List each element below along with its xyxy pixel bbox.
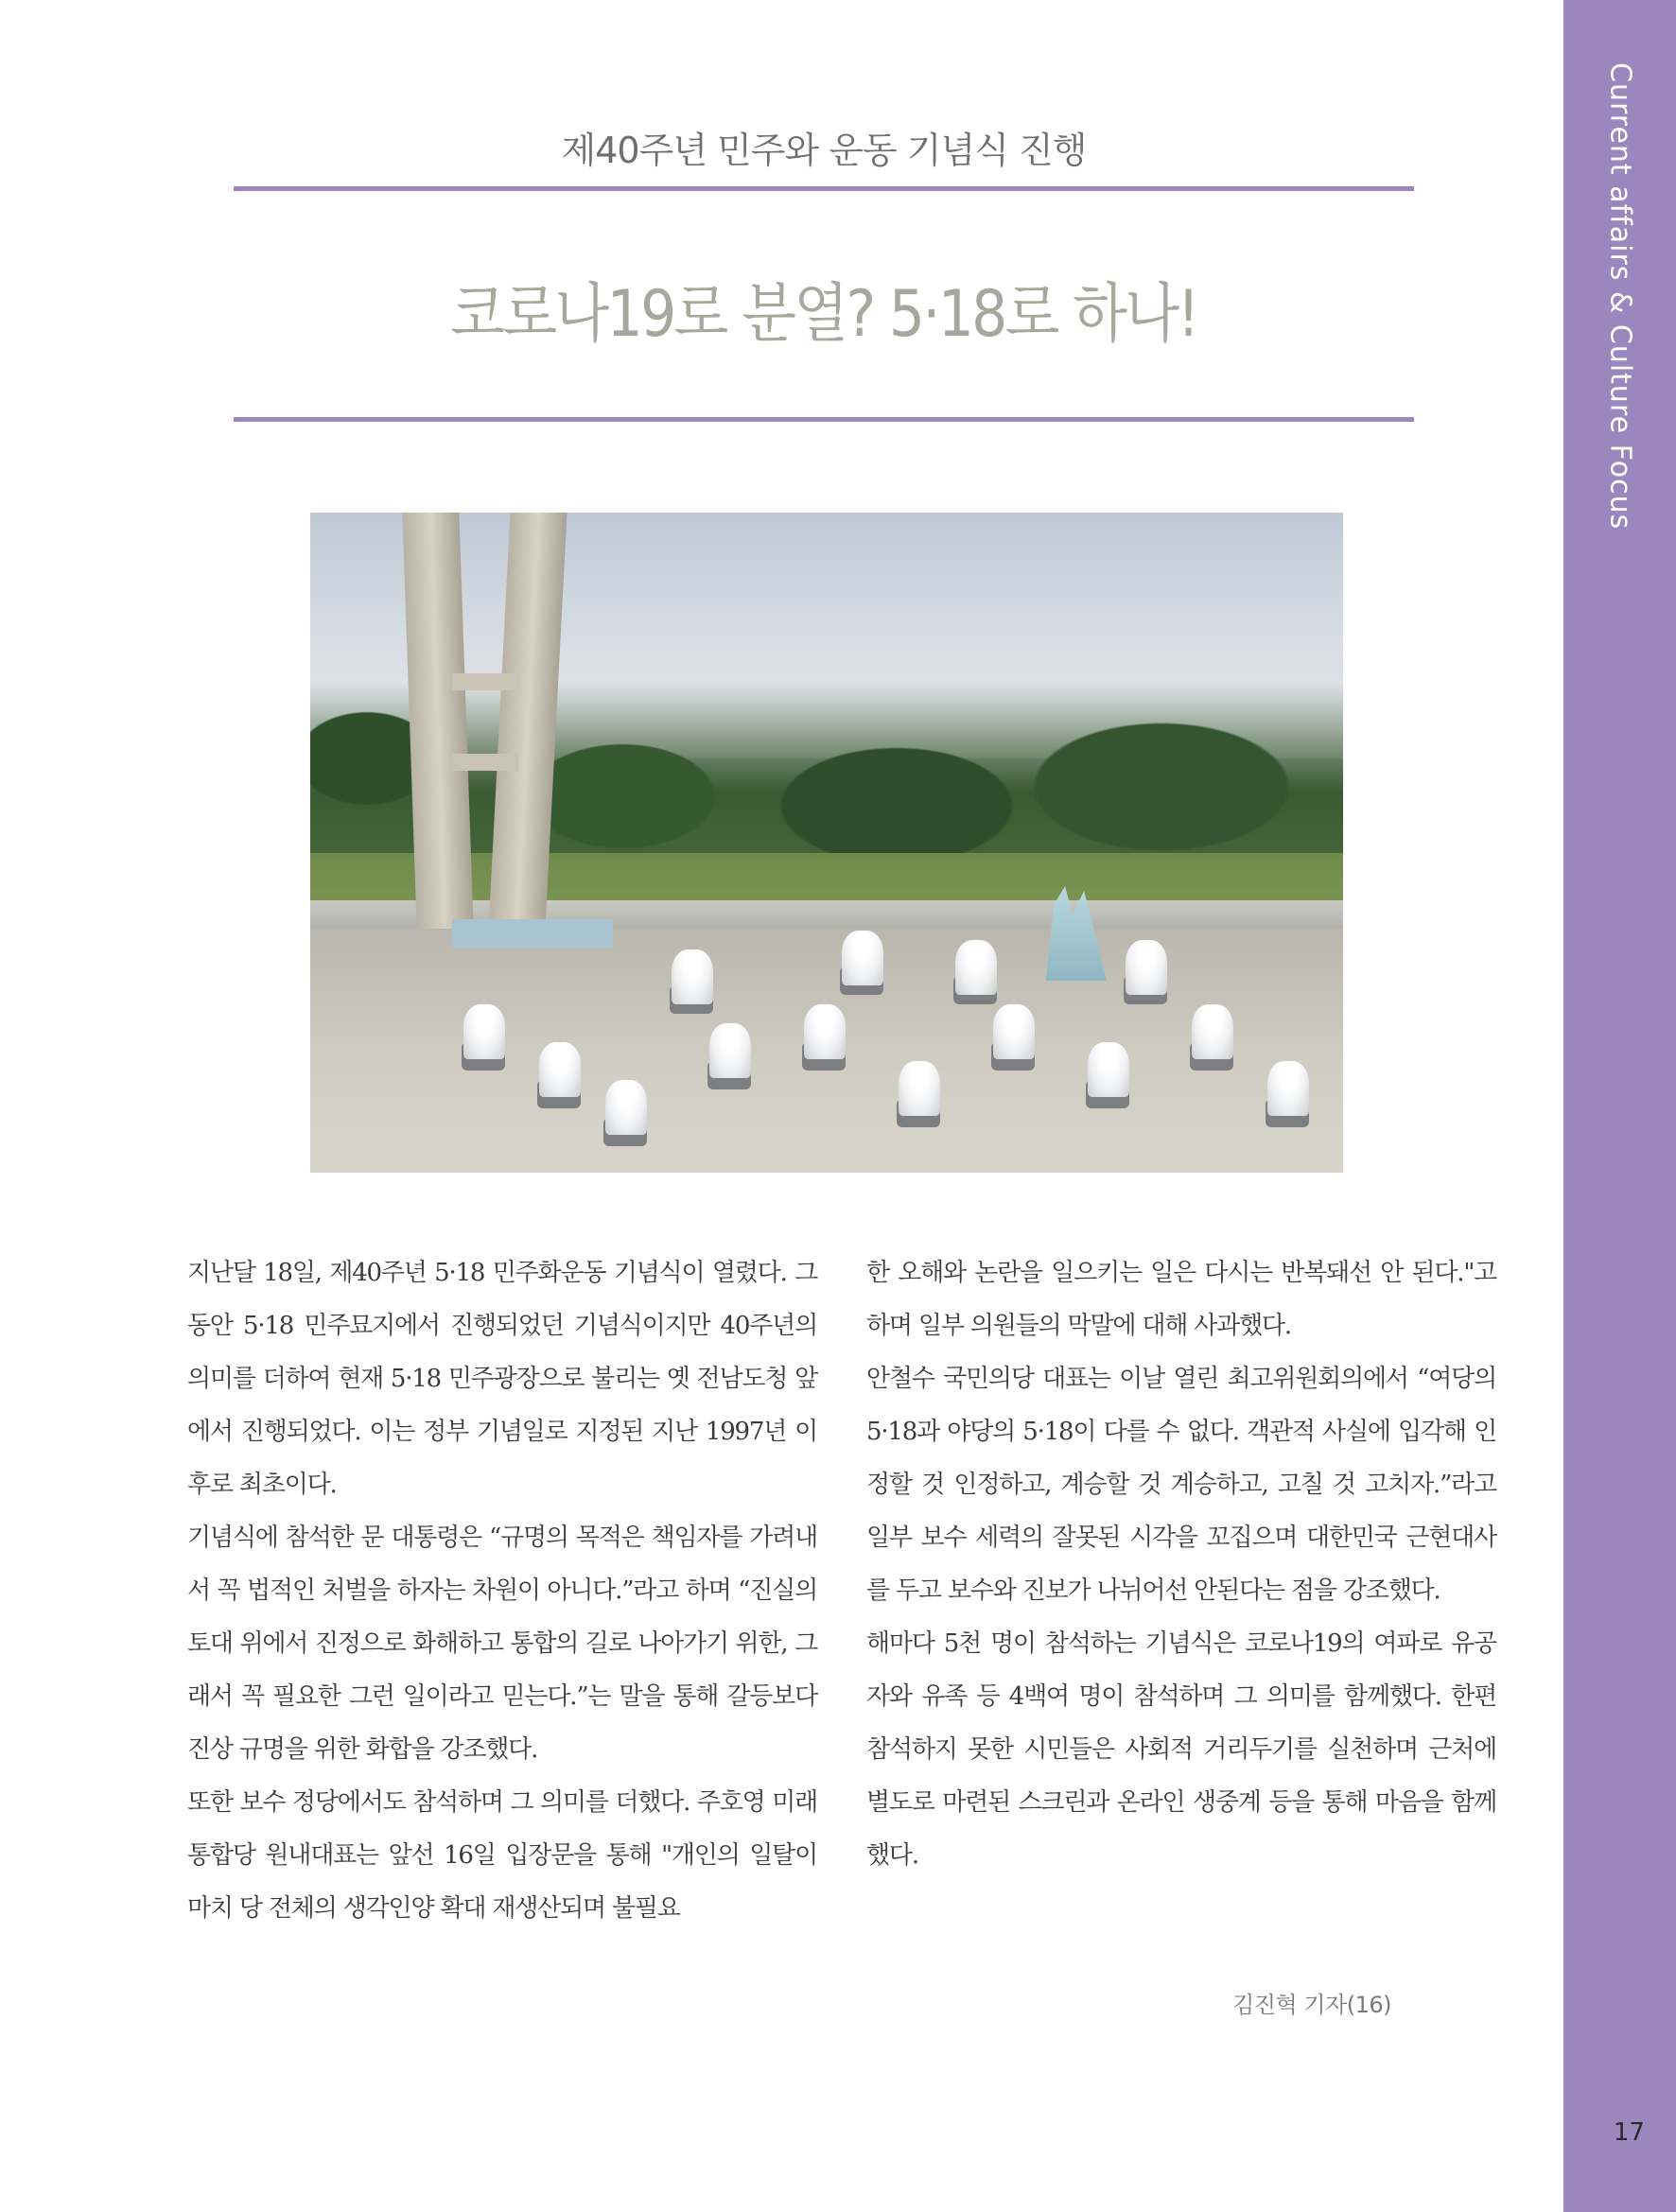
article-photo bbox=[310, 513, 1343, 1173]
article-column-left bbox=[187, 1246, 817, 1935]
paragraph: 안철수 국민의당 대표는 이날 열린 최고위원회의에서 “여당의 5·18과 야당의 5·18이 다를 수 없다. 객관적 사실에 입각해 인정할 것 인정하고, 계승할 것 계승하고, 고칠 것 고치자.”라고 일부 보수 세력의 잘못된 시각을 꼬집으며 대한민국 근현대사를 두고 보수와 진보가 나뉘어선 안된다는 점을 강조했다. bbox=[866, 1365, 1496, 1605]
article-kicker: 제40주년 민주와 운동 기념식 진행 bbox=[561, 130, 1087, 171]
attendee bbox=[955, 940, 997, 995]
attendee bbox=[709, 1023, 751, 1078]
attendee bbox=[993, 1004, 1035, 1059]
attendee bbox=[1192, 1004, 1233, 1059]
attendee bbox=[804, 1004, 846, 1059]
attendee bbox=[605, 1080, 647, 1135]
paragraph: 한 오해와 논란을 일으키는 일은 다시는 반복돼선 안 된다."고 하며 일부 의원들의 막말에 대해 사과했다. bbox=[866, 1259, 1496, 1340]
paragraph: 지난달 18일, 제40주년 5·18 민주화운동 기념식이 열렸다. 그동안 5·18 민주묘지에서 진행되었던 기념식이지만 40주년의 의미를 더하여 현재 5·18 민주광장으로 불리는 옛 전남도청 앞에서 진행되었다. 이는 정부 기념일로 지정된 지난 1997년 이후로 최초이다. bbox=[187, 1259, 817, 1499]
attendee bbox=[539, 1042, 581, 1097]
tower-beam bbox=[452, 754, 518, 771]
attendee bbox=[1267, 1061, 1309, 1116]
attendee bbox=[463, 1004, 505, 1059]
paragraph: 기념식에 참석한 문 대통령은 “규명의 목적은 책임자를 가려내서 꼭 법적인 처벌을 하자는 차원이 아니다.”라고 하며 “진실의 토대 위에서 진정으로 화해하고 통합의 길로 나아가기 위한, 그래서 꼭 필요한 그런 일이라고 믿는다.”는 말을 통해 갈등보다 진상 규명을 위한 화합을 강조했다. bbox=[187, 1524, 817, 1764]
top-divider bbox=[234, 186, 1414, 191]
section-label: Current affairs & Culture Focus bbox=[1603, 62, 1637, 531]
attendee bbox=[672, 949, 713, 1004]
article-column-right bbox=[866, 1246, 1496, 1882]
bottom-divider bbox=[234, 417, 1414, 422]
attendee bbox=[899, 1061, 940, 1116]
page-number: 17 bbox=[1613, 2118, 1645, 2147]
paragraph: 또한 보수 정당에서도 참석하며 그 의미를 더했다. 주호영 미래통합당 원내대표는 앞선 16일 입장문을 통해 "개인의 일탈이 마치 당 전체의 생각인양 확대 재생산되며 불필요 bbox=[187, 1788, 817, 1923]
attendee bbox=[842, 931, 883, 985]
ceremony-banner bbox=[452, 919, 613, 948]
attendee bbox=[1088, 1042, 1129, 1097]
paragraph: 해마다 5천 명이 참석하는 기념식은 코로나19의 여파로 유공자와 유족 등 4백여 명이 참석하며 그 의미를 함께했다. 한편 참석하지 못한 시민들은 사회적 거리두기를 실천하며 근처에 별도로 마련된 스크린과 온라인 생중계 등을 통해 마음을 함께했다. bbox=[866, 1629, 1496, 1870]
tower-beam bbox=[452, 673, 518, 690]
article-headline: 코로나19로 분열? 5·18로 하나! bbox=[450, 277, 1197, 352]
attendee bbox=[1126, 940, 1167, 995]
author-byline: 김진혁 기자(16) bbox=[1232, 1992, 1391, 2018]
